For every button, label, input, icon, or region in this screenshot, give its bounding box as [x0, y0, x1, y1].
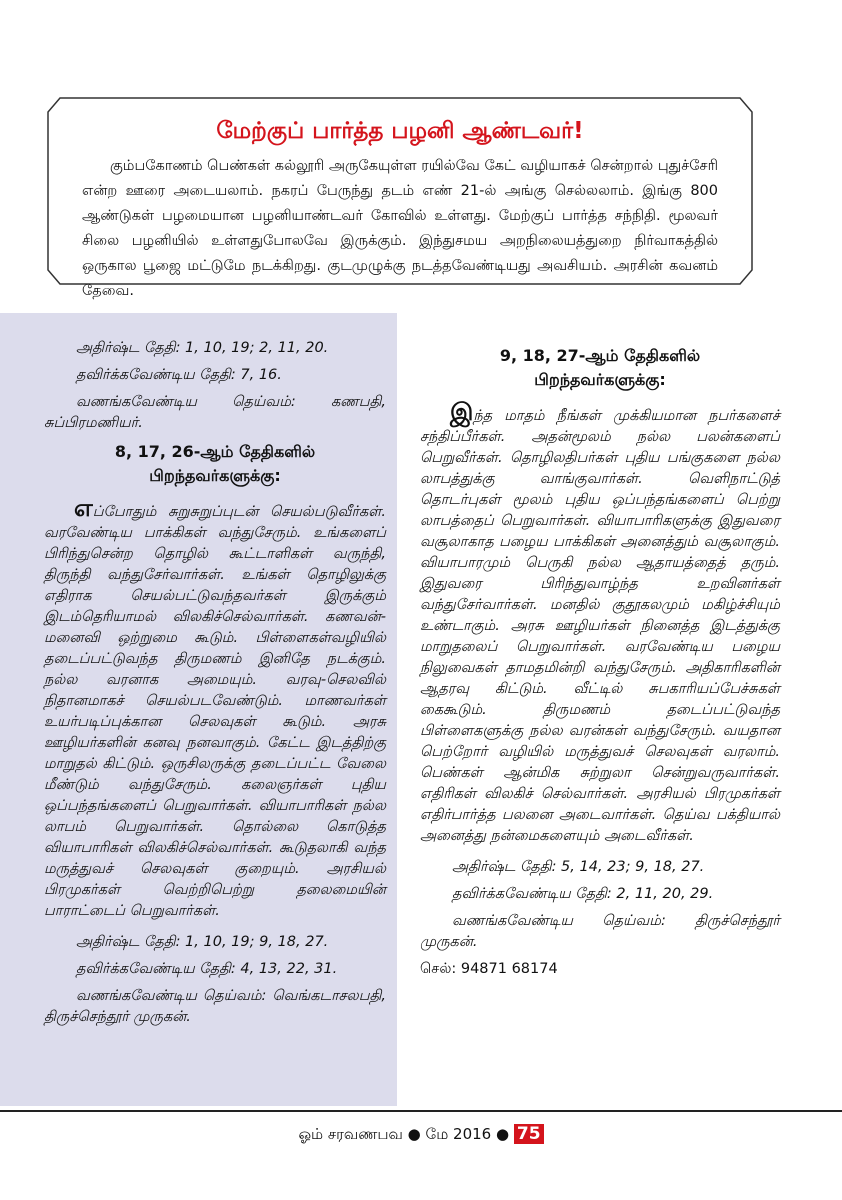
- magazine-name: ஓம் சரவணபவ: [298, 1125, 403, 1143]
- page-number: 75: [514, 1124, 544, 1144]
- issue-date: மே 2016: [425, 1125, 492, 1143]
- heading-line-1: 8, 17, 26-ஆம் தேதிகளில்: [114, 442, 316, 461]
- heading-line-2: பிறந்தவர்களுக்கு:: [149, 466, 281, 485]
- avoid-dates: தவிர்க்கவேண்டிய தேதி: 2, 11, 20, 29.: [452, 886, 714, 902]
- body-text: ப்போதும் சுறுசுறுப்புடன் செயல்படுவீர்கள். வரவேண்டிய பாக்கிகள் வந்துசேரும். உங்களைப் பிரிந்துசென்ற தொழில் கூட்டாளிகள் வருந்தி, திருந்தி வந்துசேர்வார்கள். உங்கள் தொழிலுக்கு எதிராக செயல்பட்டுவந்தவர்கள் இருக்கும் இடம்தெரியாமல் விலகிச்செல்வார்கள். கணவன்- மனைவி ஒற்றுமை கூடும். பிள்ளைகள்வழியில் தடைப்பட்டுவந்த திருமணம் இனிதே நடக்கும். நல்ல வரனாக அமையும். வரவு-செலவில் நிதானமாகச் செயல்படவேண்டும். மாணவர்கள் உயர்படிப்புக்கான செலவுகள் கூடும். அரசு ஊழியர்களின் கனவு நனவாகும். கேட்ட இடத்திற்கு மாறுதல் கிட்டும். ஒருசிலருக்கு தடைப்பட்ட வேலை மீண்டும் வந்துசேரும். கலைஞர்கள் புதிய ஒப்பந்தங்களைப் பெறுவார்கள். வியாபாரிகள் நல்ல லாபம் பெறுவார்கள். தொல்லை கொடுத்த வியாபாரிகள் விலகிச்செல்வார்கள். கூடுதலாகி வந்த மருத்துவச் செலவுகள் குறையும். அரசியல் பிரமுகர்கள் வெற்றிபெற்று தலைமையின் பாராட்டைப் பெறுவார்கள்.: [44, 504, 386, 919]
- section-heading-8-17-26: [44, 440, 386, 488]
- deity: வணங்கவேண்டிய தெய்வம்: திருச்செந்தூர் முருகன்.: [420, 913, 780, 950]
- deity: வணங்கவேண்டிய தெய்வம்: வெங்கடாசலபதி, திருச்செந்தூர் முருகன்.: [44, 988, 386, 1025]
- feature-box-title: மேற்குப் பார்த்த பழனி ஆண்டவர்!: [216, 118, 584, 144]
- drop-cap: இ: [450, 398, 474, 426]
- lucky-dates: அதிர்ஷ்ட தேதி: 1, 10, 19; 9, 18, 27.: [76, 934, 329, 950]
- prev-deity: வணங்கவேண்டிய தெய்வம்: கணபதி, சுப்பிரமணியர்.: [44, 394, 386, 431]
- phone-number: செல்: 94871 68174: [420, 961, 558, 977]
- section-heading-9-18-27: [420, 344, 780, 392]
- heading-line-1: 9, 18, 27-ஆம் தேதிகளில்: [499, 346, 701, 365]
- body-text: ந்த மாதம் நீங்கள் முக்கியமான நபர்களைச் சந்திப்பீர்கள். அதன்மூலம் நல்ல பலன்களைப் பெறுவீர்கள். தொழிலதிபர்கள் புதிய பங்குகளை நல்ல லாபத்துக்கு வாங்குவார்கள். வெளிநாட்டுத் தொடர்புகள் மூலம் புதிய ஒப்பந்தங்களைப் பெற்று லாபத்தைப் பெறுவார்கள். வியாபாரிகளுக்கு இதுவரை வசூலாகாத பழைய பாக்கிகள் அனைத்தும் வசூலாகும். வியாபாரமும் பெருகி நல்ல ஆதாயத்தைத் தரும். இதுவரை பிரிந்துவாழ்ந்த உறவினர்கள் வந்துசேர்வார்கள். மனதில் குதூகலமும் மகிழ்ச்சியும் உண்டாகும். அரசு ஊழியர்கள் நினைத்த இடத்துக்கு மாறுதலைப் பெறுவார்கள். வரவேண்டிய பழைய நிலுவைகள் தாமதமின்றி வந்துசேரும். அதிகாரிகளின் ஆதரவு கிட்டும். வீட்டில் சுபகாரியப்பேச்சுகள் கைகூடும். திருமணம் தடைப்பட்டுவந்த பிள்ளைகளுக்கு நல்ல வரன்கள் வந்துசேரும். வயதான பெற்றோர் வழியில் மருத்துவச் செலவுகள் வரலாம். பெண்கள் ஆன்மிக சுற்றுலா சென்றுவருவார்கள். எதிரிகள் விலகிச் செல்வார்கள். அரசியல் பிரமுகர்கள் எதிர்பார்த்த பலனை அடைவார்கள். தெய்வ பக்தியால் அனைத்து நன்மைகளையும் அடைவீர்கள்.: [420, 408, 780, 844]
- prev-lucky-dates: அதிர்ஷ்ட தேதி: 1, 10, 19; 2, 11, 20.: [76, 340, 329, 356]
- footer-divider: [0, 1110, 842, 1112]
- prev-avoid-dates: தவிர்க்கவேண்டிய தேதி: 7, 16.: [76, 367, 282, 383]
- avoid-dates: தவிர்க்கவேண்டிய தேதி: 4, 13, 22, 31.: [76, 961, 338, 977]
- left-column: [44, 338, 386, 1034]
- bullet-separator: ●: [496, 1125, 510, 1143]
- bullet-separator: ●: [407, 1125, 421, 1143]
- page-footer: [0, 1124, 842, 1145]
- section-body: [44, 494, 386, 922]
- lucky-dates: அதிர்ஷ்ட தேதி: 5, 14, 23; 9, 18, 27.: [452, 859, 705, 875]
- feature-box: [46, 96, 754, 299]
- section-body: [420, 398, 780, 847]
- heading-line-2: பிறந்தவர்களுக்கு:: [534, 370, 666, 389]
- drop-cap: எ: [74, 494, 93, 522]
- right-column: [420, 340, 780, 986]
- feature-box-body: கும்பகோணம் பெண்கள் கல்லூரி அருகேயுள்ள ரயில்வே கேட் வழியாகச் சென்றால் புதுச்சேரி என்ற ஊரை அடையலாம். நகரப் பேருந்து தடம் எண் 21-ல் அங்கு செல்லலாம். இங்கு 800 ஆண்டுகள் பழமையான பழனியாண்டவர் கோவில் உள்ளது. மேற்குப் பார்த்த சந்நிதி. மூலவர் சிலை பழனியில் உள்ளதுபோலவே இருக்கும். இந்துசமய அறநிலையத்துறை நிர்வாகத்தில் ஒருகால பூஜை மட்டுமே நடக்கிறது. குடமுழுக்கு நடத்தவேண்டியது அவசியம். அரசின் கவனம் தேவை.: [82, 158, 718, 299]
